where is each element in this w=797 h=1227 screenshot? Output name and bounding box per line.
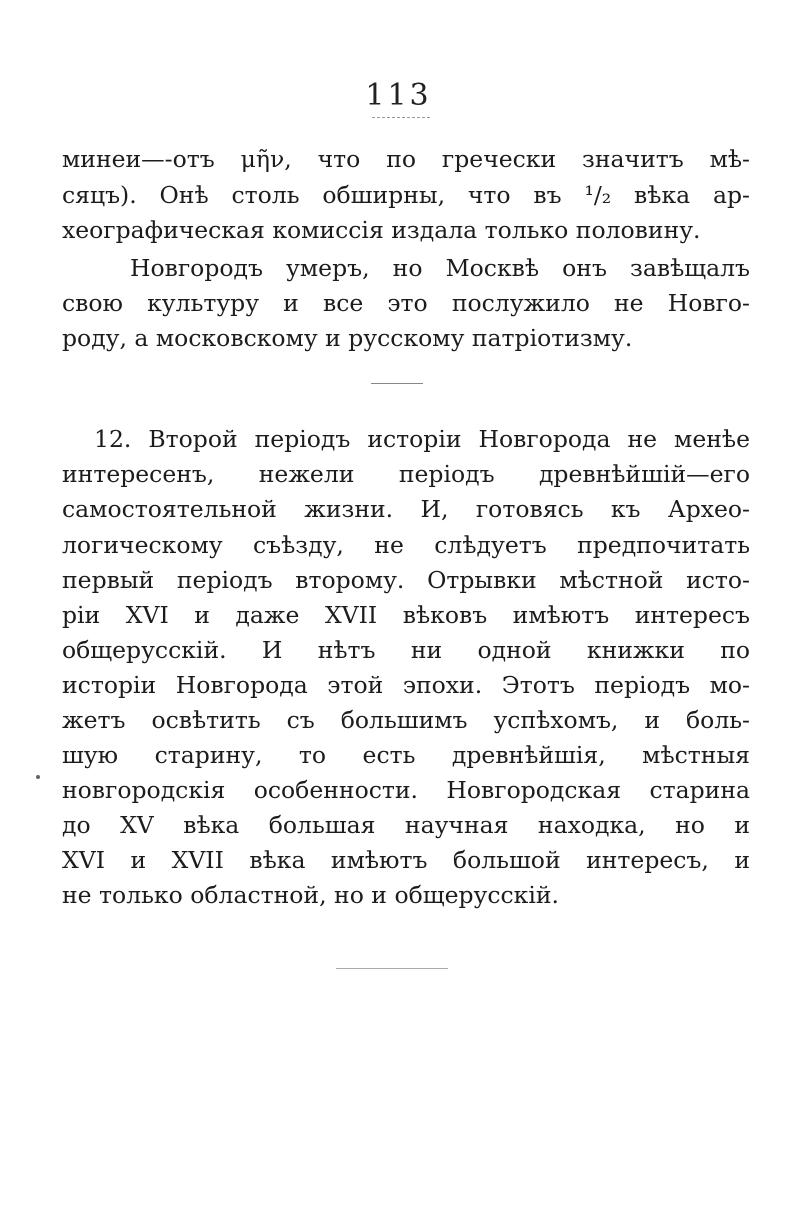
- text-line: Новгородъ умеръ, но Москвѣ онъ завѣщалъ: [130, 254, 750, 282]
- text-line: сяцъ). Онѣ столь обширны, что въ ¹/₂ вѣка ар-: [62, 181, 750, 209]
- text-line: не только областной, но и общерусскій.: [62, 881, 560, 909]
- text-line: новгородскія особенности. Новгородская старина: [62, 776, 750, 804]
- text-line: самостоятельной жизни. И, готовясь къ Архео-: [62, 495, 750, 523]
- text-line: ріи XVI и даже XVII вѣковъ имѣютъ интересъ: [62, 601, 750, 629]
- page-number-rule: [372, 117, 430, 118]
- text-line: жетъ освѣтить съ большимъ успѣхомъ, и боль-: [62, 706, 750, 734]
- text-line: логическому съѣзду, не слѣдуетъ предпочитать: [62, 531, 750, 559]
- text-line: исторіи Новгорода этой эпохи. Этотъ періодъ мо-: [62, 671, 750, 699]
- text-line: общерусскій. И нѣтъ ни одной книжки по: [62, 636, 750, 664]
- section-separator: [371, 383, 423, 384]
- text-line: свою культуру и все это послужило не Новго-: [62, 289, 750, 317]
- end-separator: [336, 968, 448, 969]
- text-line: 12. Второй періодъ исторіи Новгорода не менѣе: [94, 425, 750, 453]
- print-speck: [36, 775, 40, 779]
- text-line: первый періодъ второму. Отрывки мѣстной исто-: [62, 566, 750, 594]
- text-line: интересенъ, нежели періодъ древнѣйшій—его: [62, 460, 750, 488]
- text-line: шую старину, то есть древнѣйшія, мѣстныя: [62, 741, 750, 769]
- text-line: минеи—-отъ μῆν, что по гречески значитъ мѣ-: [62, 145, 750, 173]
- text-line: до XV вѣка большая научная находка, но и: [62, 811, 750, 839]
- page-number: 113: [365, 78, 432, 113]
- text-line: XVI и XVII вѣка имѣютъ большой интересъ, и: [62, 846, 750, 874]
- text-line: роду, а московскому и русскому патріотизму.: [62, 324, 633, 352]
- text-line: хеографическая комиссія издала только половину.: [62, 216, 701, 244]
